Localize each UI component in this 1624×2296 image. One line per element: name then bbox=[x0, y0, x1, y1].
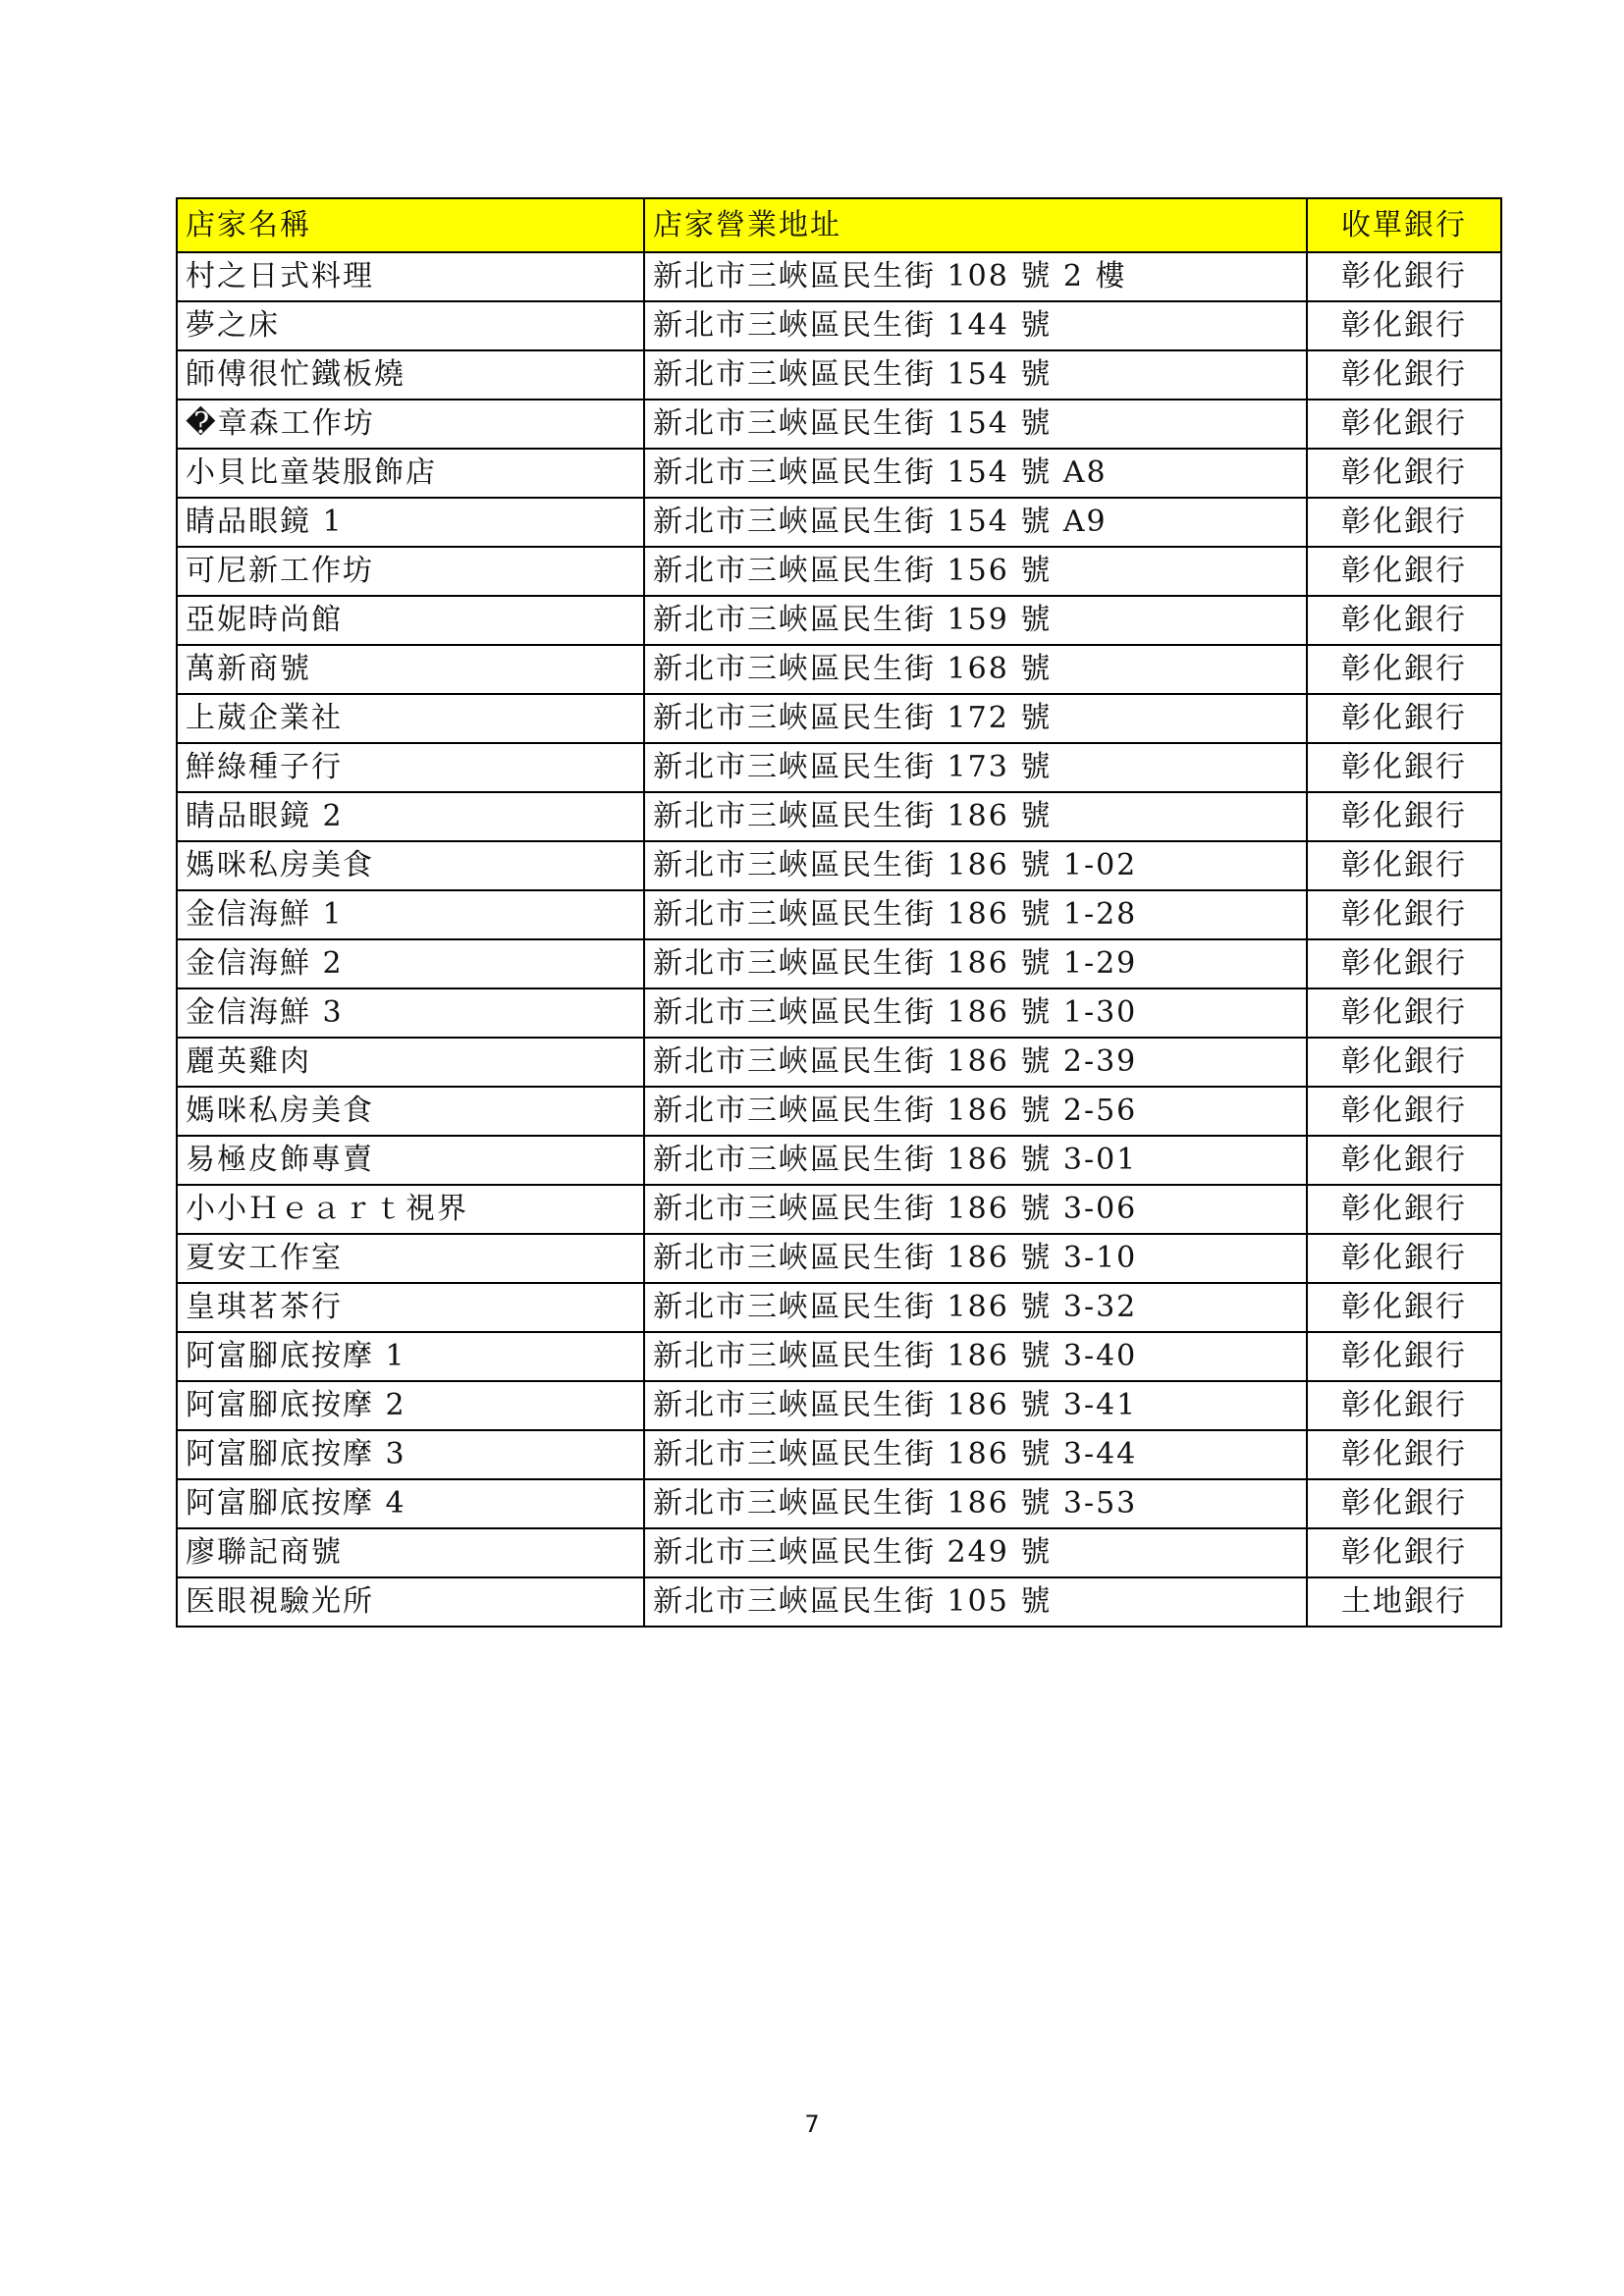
store-name-cell: 媽咪私房美食 bbox=[177, 1087, 644, 1136]
acquiring-bank-cell: 彰化銀行 bbox=[1307, 1234, 1501, 1283]
table-row bbox=[177, 498, 1501, 547]
store-address-cell: 新北市三峽區民生街 186 號 2-39 bbox=[644, 1038, 1307, 1087]
table-row bbox=[177, 1136, 1501, 1185]
table-row bbox=[177, 350, 1501, 400]
store-name-cell: 夏安工作室 bbox=[177, 1234, 644, 1283]
store-name-cell: 金信海鮮 2 bbox=[177, 939, 644, 988]
store-address-cell: 新北市三峽區民生街 154 號 bbox=[644, 400, 1307, 449]
store-address-cell: 新北市三峽區民生街 108 號 2 樓 bbox=[644, 252, 1307, 301]
store-name-cell: 上葳企業社 bbox=[177, 694, 644, 743]
store-name-cell: 阿富腳底按摩 4 bbox=[177, 1479, 644, 1528]
table-row bbox=[177, 1479, 1501, 1528]
store-name-cell: 易極皮飾專賣 bbox=[177, 1136, 644, 1185]
table-row bbox=[177, 1528, 1501, 1577]
acquiring-bank-cell: 彰化銀行 bbox=[1307, 1381, 1501, 1430]
store-address-cell: 新北市三峽區民生街 186 號 3-44 bbox=[644, 1430, 1307, 1479]
acquiring-bank-cell: 彰化銀行 bbox=[1307, 1479, 1501, 1528]
table-header-row bbox=[177, 198, 1501, 252]
store-name-cell: 夢之床 bbox=[177, 301, 644, 350]
store-name-cell: 金信海鮮 3 bbox=[177, 988, 644, 1038]
store-address-cell: 新北市三峽區民生街 186 號 3-06 bbox=[644, 1185, 1307, 1234]
header-acquiring-bank: 收單銀行 bbox=[1307, 198, 1501, 252]
store-name-cell: 廖聯記商號 bbox=[177, 1528, 644, 1577]
store-name-cell: 阿富腳底按摩 2 bbox=[177, 1381, 644, 1430]
table-body bbox=[177, 252, 1501, 1627]
acquiring-bank-cell: 彰化銀行 bbox=[1307, 1283, 1501, 1332]
table-row bbox=[177, 1038, 1501, 1087]
store-name-cell: 村之日式料理 bbox=[177, 252, 644, 301]
table-row bbox=[177, 1087, 1501, 1136]
acquiring-bank-cell: 彰化銀行 bbox=[1307, 498, 1501, 547]
table-row bbox=[177, 988, 1501, 1038]
store-address-cell: 新北市三峽區民生街 154 號 bbox=[644, 350, 1307, 400]
store-name-cell: 阿富腳底按摩 1 bbox=[177, 1332, 644, 1381]
store-table bbox=[176, 197, 1502, 1628]
store-name-cell: 可尼新工作坊 bbox=[177, 547, 644, 596]
acquiring-bank-cell: 彰化銀行 bbox=[1307, 1136, 1501, 1185]
store-address-cell: 新北市三峽區民生街 186 號 3-10 bbox=[644, 1234, 1307, 1283]
table-row bbox=[177, 301, 1501, 350]
store-name-cell: 金信海鮮 1 bbox=[177, 890, 644, 939]
store-address-cell: 新北市三峽區民生街 186 號 3-40 bbox=[644, 1332, 1307, 1381]
table-row bbox=[177, 1430, 1501, 1479]
acquiring-bank-cell: 彰化銀行 bbox=[1307, 1185, 1501, 1234]
acquiring-bank-cell: 彰化銀行 bbox=[1307, 988, 1501, 1038]
table-row bbox=[177, 645, 1501, 694]
store-address-cell: 新北市三峽區民生街 186 號 3-53 bbox=[644, 1479, 1307, 1528]
table-row bbox=[177, 449, 1501, 498]
acquiring-bank-cell: 彰化銀行 bbox=[1307, 547, 1501, 596]
store-address-cell: 新北市三峽區民生街 172 號 bbox=[644, 694, 1307, 743]
acquiring-bank-cell: 彰化銀行 bbox=[1307, 841, 1501, 890]
acquiring-bank-cell: 彰化銀行 bbox=[1307, 1038, 1501, 1087]
store-address-cell: 新北市三峽區民生街 186 號 2-56 bbox=[644, 1087, 1307, 1136]
table-row bbox=[177, 1283, 1501, 1332]
store-address-cell: 新北市三峽區民生街 154 號 A8 bbox=[644, 449, 1307, 498]
store-address-cell: 新北市三峽區民生街 186 號 bbox=[644, 792, 1307, 841]
store-address-cell: 新北市三峽區民生街 186 號 1-29 bbox=[644, 939, 1307, 988]
store-name-cell: 皇琪茗茶行 bbox=[177, 1283, 644, 1332]
table-row bbox=[177, 1332, 1501, 1381]
store-name-cell: 睛品眼鏡 2 bbox=[177, 792, 644, 841]
table-row bbox=[177, 1381, 1501, 1430]
acquiring-bank-cell: 土地銀行 bbox=[1307, 1577, 1501, 1627]
store-name-cell: 萬新商號 bbox=[177, 645, 644, 694]
table-row bbox=[177, 400, 1501, 449]
acquiring-bank-cell: 彰化銀行 bbox=[1307, 890, 1501, 939]
store-address-cell: 新北市三峽區民生街 144 號 bbox=[644, 301, 1307, 350]
acquiring-bank-cell: 彰化銀行 bbox=[1307, 1332, 1501, 1381]
page-number: 7 bbox=[804, 2110, 820, 2138]
store-name-cell: 阿富腳底按摩 3 bbox=[177, 1430, 644, 1479]
store-name-cell: 医眼視驗光所 bbox=[177, 1577, 644, 1627]
store-address-cell: 新北市三峽區民生街 186 號 1-28 bbox=[644, 890, 1307, 939]
store-address-cell: 新北市三峽區民生街 159 號 bbox=[644, 596, 1307, 645]
table-row bbox=[177, 694, 1501, 743]
table-row bbox=[177, 939, 1501, 988]
store-address-cell: 新北市三峽區民生街 186 號 1-30 bbox=[644, 988, 1307, 1038]
acquiring-bank-cell: 彰化銀行 bbox=[1307, 1430, 1501, 1479]
acquiring-bank-cell: 彰化銀行 bbox=[1307, 1528, 1501, 1577]
store-address-cell: 新北市三峽區民生街 105 號 bbox=[644, 1577, 1307, 1627]
store-name-cell: 師傅很忙鐵板燒 bbox=[177, 350, 644, 400]
table-row bbox=[177, 1185, 1501, 1234]
acquiring-bank-cell: 彰化銀行 bbox=[1307, 596, 1501, 645]
store-address-cell: 新北市三峽區民生街 173 號 bbox=[644, 743, 1307, 792]
store-address-cell: 新北市三峽區民生街 249 號 bbox=[644, 1528, 1307, 1577]
store-address-cell: 新北市三峽區民生街 186 號 1-02 bbox=[644, 841, 1307, 890]
acquiring-bank-cell: 彰化銀行 bbox=[1307, 694, 1501, 743]
store-address-cell: 新北市三峽區民生街 186 號 3-01 bbox=[644, 1136, 1307, 1185]
table-row bbox=[177, 792, 1501, 841]
table-row bbox=[177, 1234, 1501, 1283]
store-name-cell: 小貝比童裝服飾店 bbox=[177, 449, 644, 498]
table-row bbox=[177, 890, 1501, 939]
acquiring-bank-cell: 彰化銀行 bbox=[1307, 792, 1501, 841]
store-address-cell: 新北市三峽區民生街 186 號 3-32 bbox=[644, 1283, 1307, 1332]
acquiring-bank-cell: 彰化銀行 bbox=[1307, 939, 1501, 988]
store-address-cell: 新北市三峽區民生街 168 號 bbox=[644, 645, 1307, 694]
store-name-cell: 睛品眼鏡 1 bbox=[177, 498, 644, 547]
header-store-address: 店家營業地址 bbox=[644, 198, 1307, 252]
store-address-cell: 新北市三峽區民生街 186 號 3-41 bbox=[644, 1381, 1307, 1430]
store-name-cell: 小小Ｈｅａｒｔ視界 bbox=[177, 1185, 644, 1234]
store-address-cell: 新北市三峽區民生街 154 號 A9 bbox=[644, 498, 1307, 547]
store-name-cell: �章森工作坊 bbox=[177, 400, 644, 449]
acquiring-bank-cell: 彰化銀行 bbox=[1307, 645, 1501, 694]
table-row bbox=[177, 1577, 1501, 1627]
header-store-name: 店家名稱 bbox=[177, 198, 644, 252]
table-row bbox=[177, 743, 1501, 792]
acquiring-bank-cell: 彰化銀行 bbox=[1307, 1087, 1501, 1136]
store-name-cell: 媽咪私房美食 bbox=[177, 841, 644, 890]
store-name-cell: 鮮綠種子行 bbox=[177, 743, 644, 792]
table-row bbox=[177, 252, 1501, 301]
store-address-cell: 新北市三峽區民生街 156 號 bbox=[644, 547, 1307, 596]
acquiring-bank-cell: 彰化銀行 bbox=[1307, 449, 1501, 498]
table-row bbox=[177, 841, 1501, 890]
acquiring-bank-cell: 彰化銀行 bbox=[1307, 301, 1501, 350]
table-row bbox=[177, 547, 1501, 596]
store-name-cell: 麗英雞肉 bbox=[177, 1038, 644, 1087]
acquiring-bank-cell: 彰化銀行 bbox=[1307, 350, 1501, 400]
store-name-cell: 亞妮時尚館 bbox=[177, 596, 644, 645]
acquiring-bank-cell: 彰化銀行 bbox=[1307, 400, 1501, 449]
acquiring-bank-cell: 彰化銀行 bbox=[1307, 252, 1501, 301]
acquiring-bank-cell: 彰化銀行 bbox=[1307, 743, 1501, 792]
table-row bbox=[177, 596, 1501, 645]
